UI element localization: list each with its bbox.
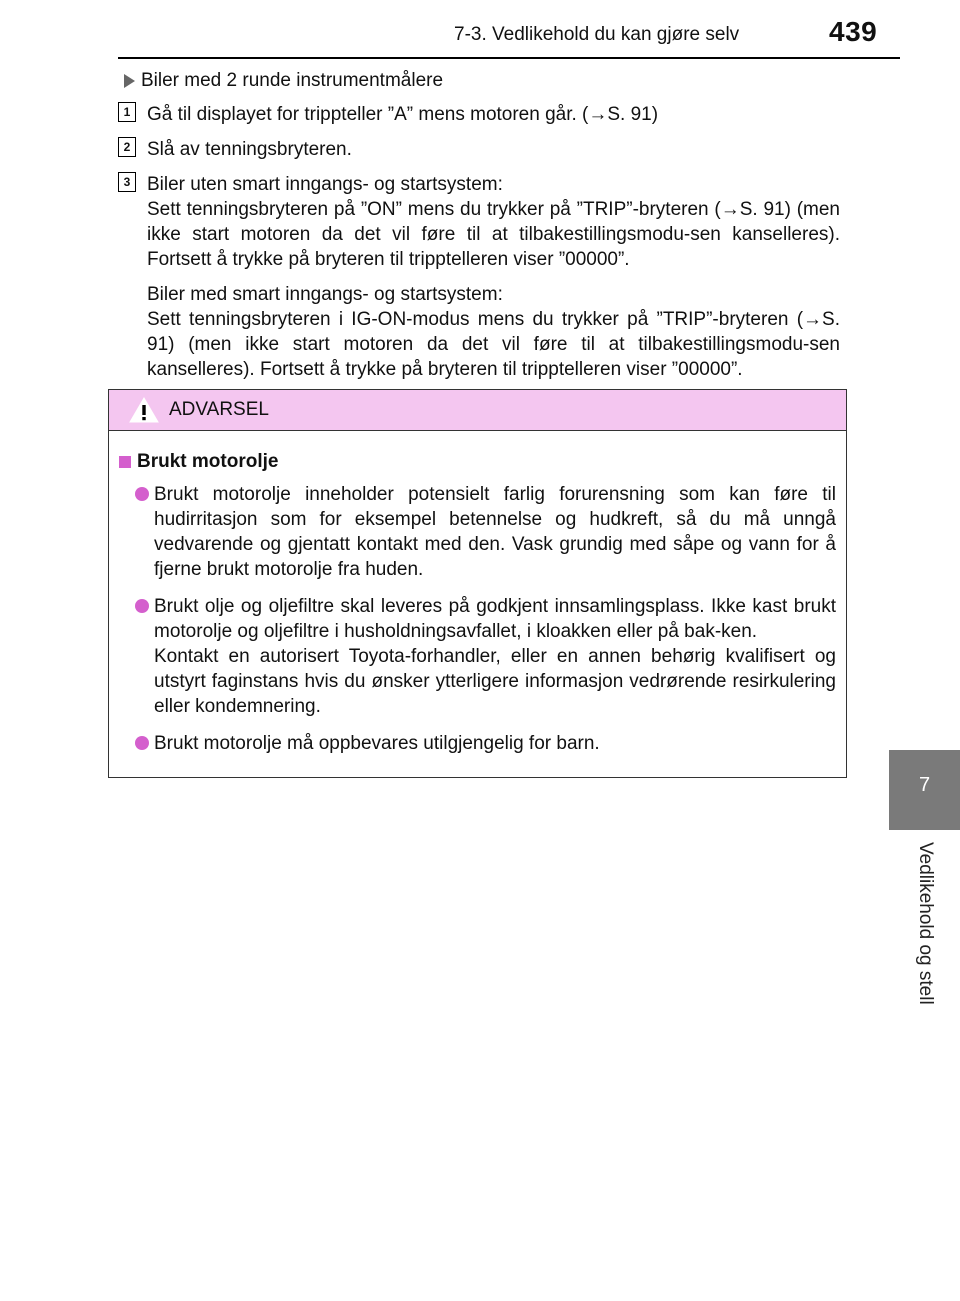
warning-title: ADVARSEL — [169, 399, 269, 420]
warning-heading — [119, 449, 836, 474]
step-paragraph: Sett tenningsbryteren på ”ON” mens du trykker på ”TRIP”-bryteren (→S. 91) (men ikke start motoren da det vil føre til at tilbakestillingsmodu-sen kanselleres). Fortsett å trykke på bryteren til tripptelleren viser ”00000”. — [147, 199, 840, 270]
step-number-badge: 3 — [118, 172, 136, 192]
chapter-number: 7 — [918, 774, 931, 796]
triangle-bullet-icon — [124, 74, 135, 88]
step-text — [147, 137, 840, 162]
step-number-badge: 2 — [118, 137, 136, 157]
chapter-label — [890, 842, 960, 1014]
warning-bullet — [119, 731, 836, 756]
warning-bullet-text: Brukt olje og oljefiltre skal leveres på godkjent innsamlingsplass. Ikke kast brukt motorolje og oljefiltre i husholdningsavfallet, i kloakken eller på bak-ken. — [154, 596, 836, 642]
warning-bullet-text: Kontakt en autorisert Toyota-forhandler, eller en annen behørig kvalifisert og utstyrt faginstans hvis du ønsker ytterligere informasjon vedrørende resirkulering eller kondemnering. — [154, 646, 836, 717]
page-header — [0, 0, 960, 60]
warning-heading-text: Brukt motorolje — [137, 451, 279, 472]
square-bullet-icon — [119, 456, 131, 468]
step-paragraph: Sett tenningsbryteren i IG-ON-modus mens du trykker på ”TRIP”-bryteren (→S. 91) (men ikke start motoren da det vil føre til at tilbakestillingsmodu-sen kanselleres). Fortsett å trykke på bryteren til tripptelleren viser ”00000”. — [147, 309, 840, 380]
step-text — [147, 172, 840, 382]
step-number-badge: 1 — [118, 102, 136, 122]
warning-bullet — [119, 594, 836, 719]
page-number: 439 — [829, 16, 878, 47]
chapter-label-text: Vedlikehold og stell — [915, 842, 936, 1005]
circle-bullet-icon — [135, 487, 149, 501]
step-text — [147, 102, 840, 127]
step-paragraph: Biler med smart inngangs- og startsystem: — [147, 284, 503, 305]
header-divider — [118, 57, 900, 59]
step-paragraph: Slå av tenningsbryteren. — [147, 139, 352, 160]
warning-bullet — [119, 482, 836, 582]
section-title: 7-3. Vedlikehold du kan gjøre selv — [454, 24, 740, 45]
warning-bullet-text: Brukt motorolje må oppbevares utilgjengelig for barn. — [154, 733, 600, 754]
warning-body — [109, 431, 846, 756]
subheading — [118, 68, 443, 93]
chapter-tab — [889, 750, 960, 830]
subheading-text: Biler med 2 runde instrumentmålere — [141, 70, 444, 91]
circle-bullet-icon — [135, 599, 149, 613]
warning-box — [108, 389, 847, 778]
warning-bullet-text: Brukt motorolje inneholder potensielt farlig forurensning som kan føre til hudirritasjon som for eksempel betennelse og hudkreft, så du må unngå vedvarende og gjentatt kontakt med den. Vask grundig med såpe og vann for å fjerne brukt motorolje fra huden. — [154, 484, 836, 580]
step-paragraph: Biler uten smart inngangs- og startsystem: — [147, 174, 503, 195]
step-paragraph: Gå til displayet for trippteller ”A” mens motoren går. (→S. 91) — [147, 104, 659, 125]
warning-triangle-icon — [129, 397, 159, 423]
warning-header — [109, 390, 846, 431]
circle-bullet-icon — [135, 736, 149, 750]
